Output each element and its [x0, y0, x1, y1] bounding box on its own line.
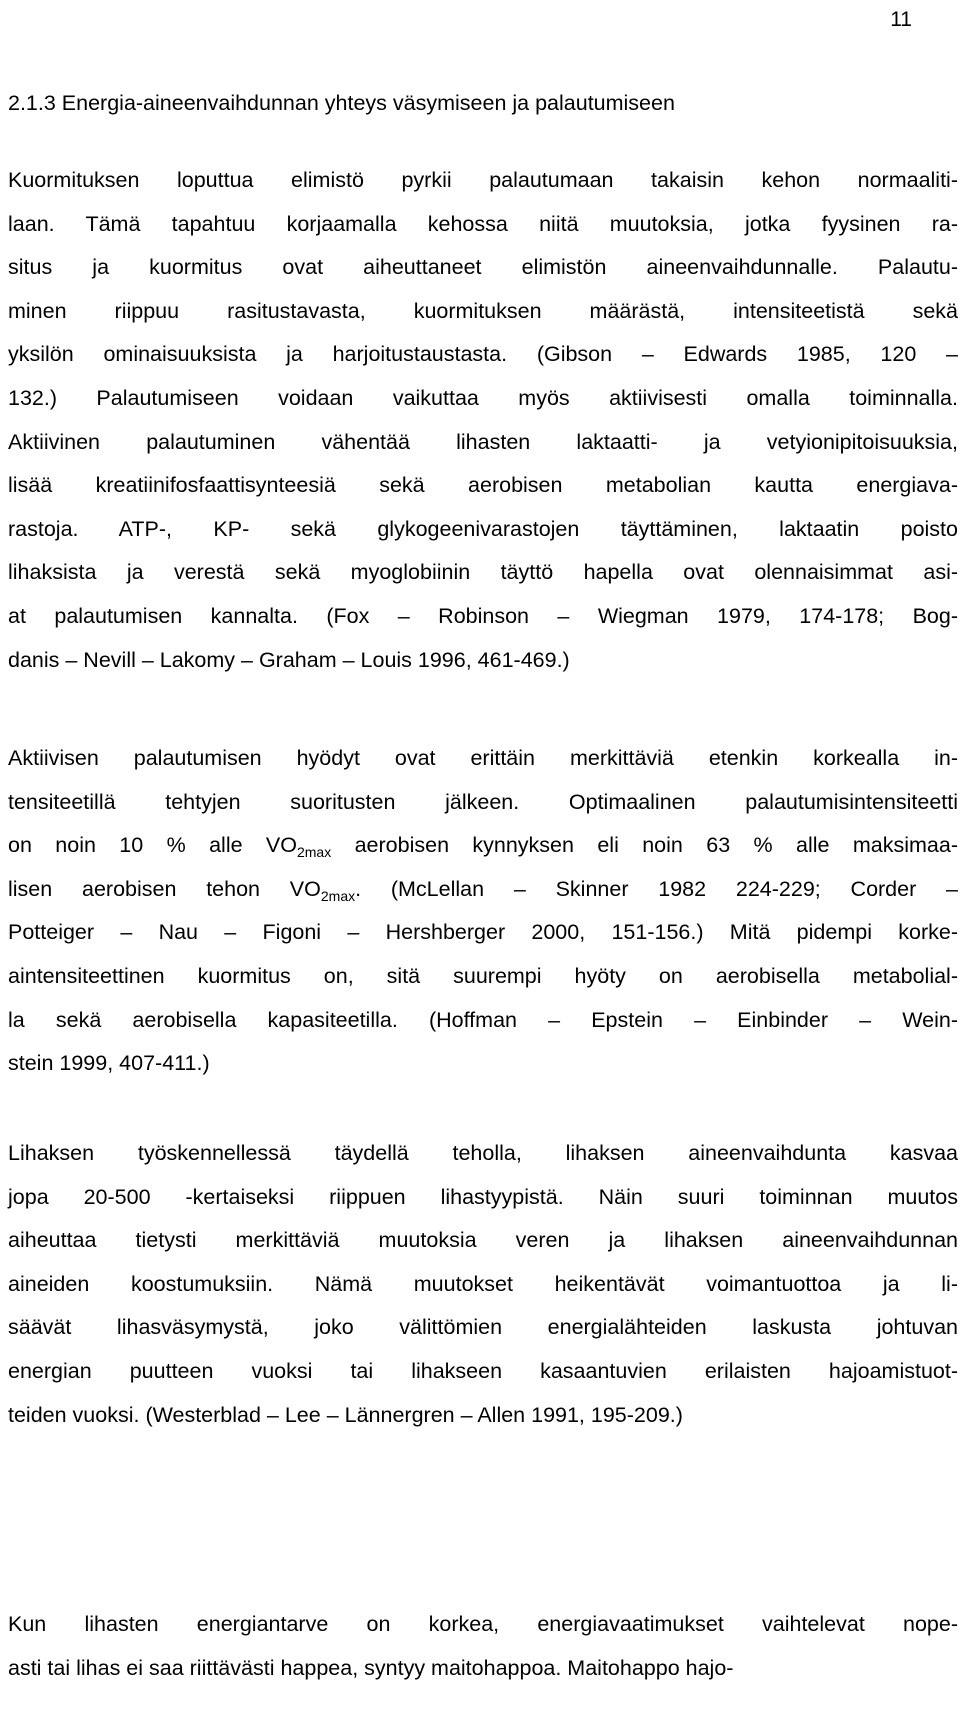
paragraph-muscle-metabolism: [8, 1132, 958, 1437]
text-line: [8, 868, 958, 912]
text-line: Lihaksen työskennellessä täydellä teholla, lihaksen aineenvaihdunta kasvaa: [8, 1141, 958, 1165]
text-segment: on noin 10 % alle VO: [8, 833, 297, 858]
text-line: lisää kreatiinifosfaattisynteesiä sekä aerobisen metabolian kautta energiava-: [8, 473, 958, 498]
text-segment: lisen aerobisen tehon VO: [8, 876, 321, 901]
text-line: aineiden koostumuksiin. Nämä muutokset heikentävät voimantuottoa ja li-: [8, 1271, 958, 1296]
text-line: yksilön ominaisuuksista ja harjoitustaustasta. (Gibson – Edwards 1985, 120 –: [8, 342, 958, 367]
text-line: stein 1999, 407-411.): [8, 1051, 210, 1076]
text-line: Kun lihasten energiantarve on korkea, energiavaatimukset vaihtelevat nope-: [8, 1612, 958, 1636]
text-line: jopa 20-500 -kertaiseksi riippuen lihastyypistä. Näin suuri toiminnan muutos: [8, 1184, 958, 1209]
text-line: lihaksista ja verestä sekä myoglobiinin täyttö hapella ovat olennaisimmat asi-: [8, 560, 958, 585]
text-line: laan. Tämä tapahtuu korjaamalla kehossa niitä muutoksia, jotka fyysinen ra-: [8, 211, 958, 236]
text-line: aintensiteettinen kuormitus on, sitä suurempi hyöty on aerobisella metabolial-: [8, 963, 958, 988]
text-segment: . (McLellan – Skinner 1982 224-229; Corder –: [355, 876, 959, 901]
paragraph-recovery: [8, 159, 958, 682]
section-heading: 2.1.3 Energia-aineenvaihdunnan yhteys väsymiseen ja palautumiseen: [8, 91, 675, 115]
subscript: 2max: [296, 844, 332, 861]
text-line: Potteiger – Nau – Figoni – Hershberger 2000, 151-156.) Mitä pidempi korke-: [8, 920, 958, 945]
text-line: danis – Nevill – Lakomy – Graham – Louis 1996, 461-469.): [8, 647, 570, 672]
text-line: säävät lihasväsymystä, joko välittömien energialähteiden laskusta johtuvan: [8, 1315, 958, 1340]
paragraph-energy-demand: [8, 1603, 958, 1690]
text-segment: aerobisen kynnyksen eli noin 63 % alle maksimaa-: [331, 833, 958, 858]
paragraph-active-recovery: [8, 737, 958, 1086]
text-line: asti tai lihas ei saa riittävästi happea, syntyy maitohappoa. Maitohappo hajo-: [8, 1655, 734, 1680]
text-line: at palautumisen kannalta. (Fox – Robinson – Wiegman 1979, 174-178; Bog-: [8, 603, 958, 628]
page-number: 11: [890, 8, 912, 31]
subscript: 2max: [320, 887, 356, 904]
text-line: rastoja. ATP-, KP- sekä glykogeenivarastojen täyttäminen, laktaatin poisto: [8, 516, 958, 541]
text-line: Aktiivinen palautuminen vähentää lihasten laktaatti- ja vetyionipitoisuuksia,: [8, 429, 958, 454]
text-line: energian puutteen vuoksi tai lihakseen kasaantuvien erilaisten hajoamistuot-: [8, 1358, 958, 1383]
text-line: minen riippuu rasitustavasta, kuormituksen määrästä, intensiteetistä sekä: [8, 298, 958, 323]
text-line: aiheuttaa tietysti merkittäviä muutoksia veren ja lihaksen aineenvaihdunnan: [8, 1228, 958, 1253]
text-line: la sekä aerobisella kapasiteetilla. (Hoffman – Epstein – Einbinder – Wein-: [8, 1007, 958, 1032]
text-line: Aktiivisen palautumisen hyödyt ovat erittäin merkittäviä etenkin korkealla in-: [8, 746, 958, 770]
text-line: tensiteetillä tehtyjen suoritusten jälkeen. Optimaalinen palautumisintensiteetti: [8, 789, 958, 814]
text-line: [8, 824, 958, 868]
text-line: Kuormituksen loputtua elimistö pyrkii palautumaan takaisin kehon normaaliti-: [8, 168, 958, 192]
text-line: 132.) Palautumiseen voidaan vaikuttaa myös aktiivisesti omalla toiminnalla.: [8, 385, 958, 410]
text-line: situs ja kuormitus ovat aiheuttaneet elimistön aineenvaihdunnalle. Palautu-: [8, 255, 958, 280]
text-line: teiden vuoksi. (Westerblad – Lee – Lännergren – Allen 1991, 195-209.): [8, 1402, 683, 1427]
